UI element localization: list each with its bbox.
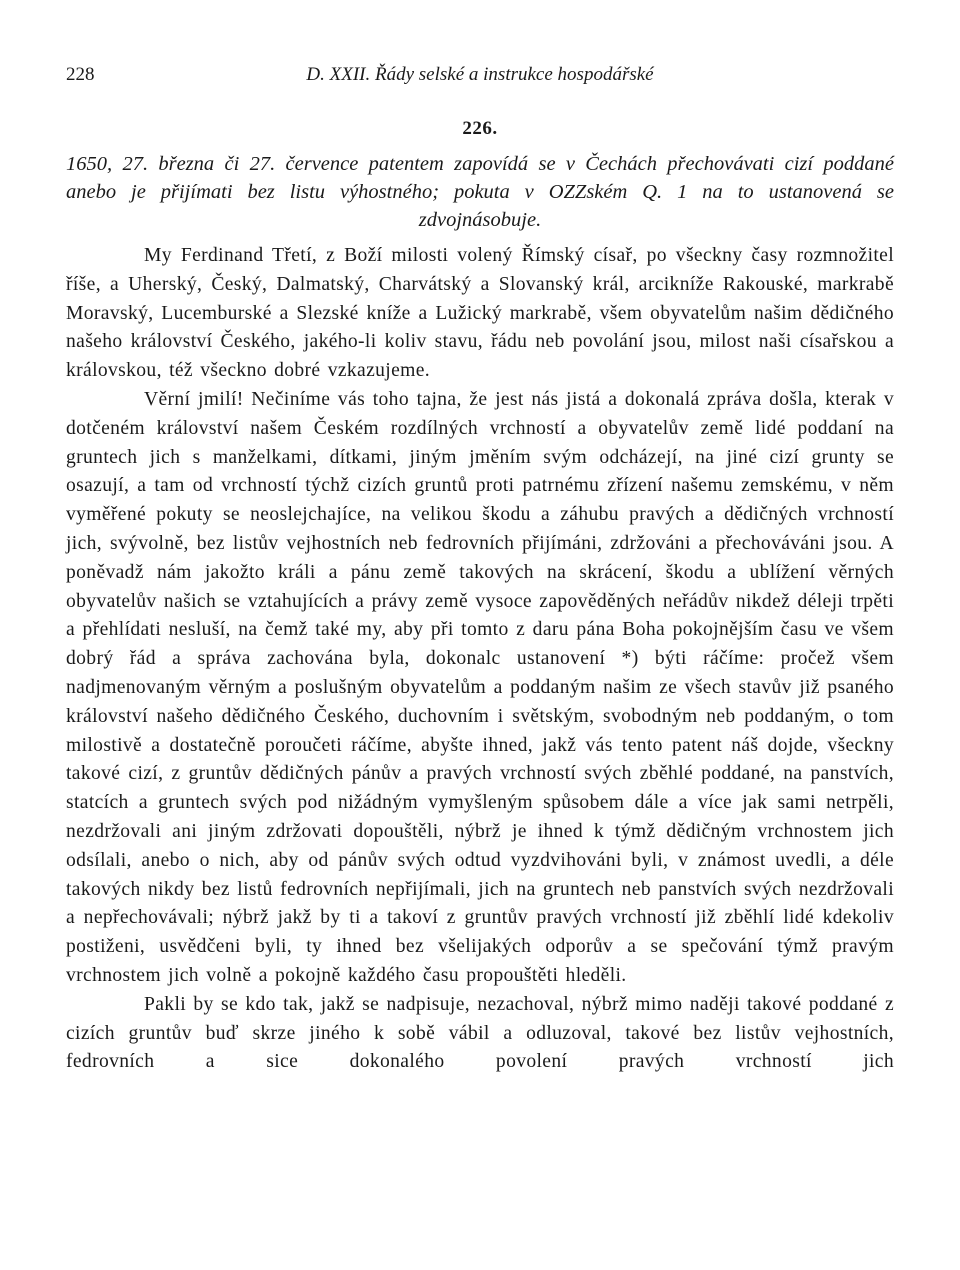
page-content	[66, 60, 894, 1077]
running-head: D. XXII. Řády selské a instrukce hospodářské	[306, 64, 654, 85]
page-number: 228	[66, 64, 95, 85]
document-body	[66, 242, 894, 1077]
paragraph-salutation: My Ferdinand Třetí, z Boží milosti volený Římský císař, po všeckny časy rozmnožitel říše, a Uherský, Český, Dalmatský, Charvátský a Slovanský král, arcikníže Rakouské, markrabě Moravský, Lucemburské a Slezské kníže a Lužický markrabě, všem obyvatelům našim dědičného našeho království Českého, jakého-li koliv stavu, řádu neb povolání jsou, milost naši císařskou a královskou, též všeckno dobré vzkazujeme.	[66, 245, 894, 382]
document-summary: 1650, 27. března či 27. července patentem zapovídá se v Čechách přechovávati cizí poddané anebo je přijímati bez listu výhostného; pokuta v OZZském Q. 1 na to ustanovená se zdvojnásobuje.	[66, 153, 894, 231]
paragraph-main: Věrní jmilí! Nečiníme vás toho tajna, že jest nás jistá a dokonalá zpráva došla, kterak v dotčeném království našem Českém rozdílných vrchností a obyvatelův země lidé poddaní na gruntech jich s manželkami, dítkami, jiným jměním svým odcházejí, na jiné cizí grunty se osazují, a tam od vrchností týchž cizích gruntů proti patrnému zřízení našemu zemskému, v něm vyměřené pokuty se neoslejchajíce, na velikou škodu a záhubu pravých a dědičných vrchností jich, svývolně, bez listův vejhostních neb fedrovních přijímáni, zdržováni a přechováváni jsou. A poněvadž nám jakožto králi a pánu země takových na skrácení, škodu a ublížení věrných obyvatelův našich se vztahujících a právy země vysoce zapověděných neřádův nikdež déleji trpěti a přehlídati nesluší, na čemž také my, aby při tomto z daru pána Boha pokojnějším času ve všem dobrý řád a správa zachována byla, dokonalc ustanovení *) býti ráčíme: pročež všem nadjmenovaným věrným a poslušným obyvatelům a poddaným našim ze všech stavův již psaného království našeho dědičného Českého, duchovním i světským, svobodným neb poddaným, o tom milostivě a dostatečně poroučeti ráčíme, abyšte ihned, jakž vás tento patent náš dojde, všeckny takové cizí, z gruntův dědičných pánův a pravých vrchností svých zběhlé poddané, na panstvích, statcích a gruntech svých pod nižádným vymyšleným spůsobem dále a více jak sami netrpěli, nezdržovali ani jiným zdržovati dopouštěli, nýbrž je ihned k týmž dědičným vrchnostem jich odsílali, anebo o nich, aby od pánův svých odtud vyzdvihováni byli, v známost uvedli, a déle takových nikdy bez listů fedrovních nepřijímali, jich na gruntech neb panstvích svých nezdržovali a nepřechovávali; nýbrž jakž by ti a takoví z gruntův pravých vrchností již zběhlí lidé kdekoliv postiženi, usvědčeni byli, ty ihned bez všelijakých odporův a se spečování týmž pravým vrchnostem jich volně a pokojně každého času propouštěti hleděli.	[66, 388, 894, 986]
paragraph-penalty: Pakli by se kdo tak, jakž se nadpisuje, nezachoval, nýbrž mimo naději takové poddané z cizích gruntův buď skrze jiného k sobě vábil a odluzoval, takové bez listův vejhostních, fedrovních a sice dokonalého povolení pravých vrchností jich	[66, 993, 894, 1073]
page-header	[66, 60, 894, 90]
document-number: 226.	[462, 118, 498, 139]
